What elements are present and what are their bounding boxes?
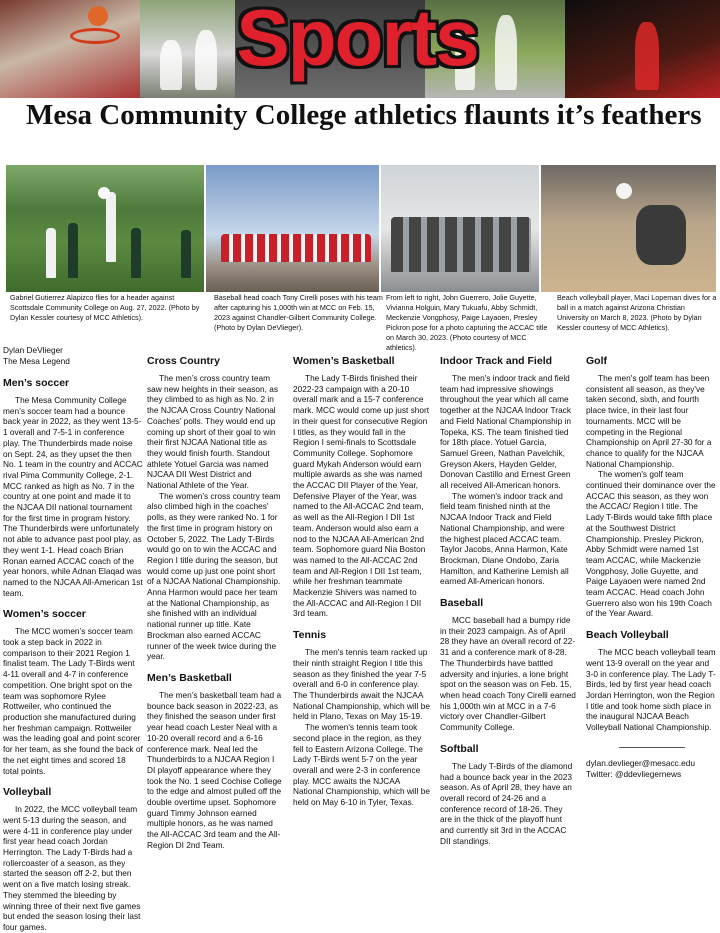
article-paragraph: The women's golf team continued their dominance over the ACCAC this season, as they won the ACCAC/ Region I title. The Lady T-Birds would take fifth place at the Southwest District Championship. Presley Pickron, Abby Schmidt were named 1st team ACCAC, while Mackenzie Vongphosy, Jolie Guyette, and Paige Layaoen were named 2nd team ACCAC. Head coach John Guerrero also won his 19th Coach of the Year Award. xyxy=(586,469,716,619)
article-paragraph: The women's tennis team took second place in the region, as they fell to Eastern Arizona College. The Lady T-Birds went 5-7 on the year overall and were 2-3 in conference play. MCC awaits the NJCAA National Championship, which will be held on May 6-10 in Tyler, Texas. xyxy=(293,722,430,808)
article-paragraph: The men's tennis team racked up their ninth straight Region I title this season as they finished the year 7-5 overall and 6-0 in conference play. The Thunderbirds await the NJCAA National Championship, which will be held in Plano, Texas on May 15-19. xyxy=(293,647,430,722)
article-column-4 xyxy=(440,345,576,846)
section-heading: Golf xyxy=(586,355,607,367)
section-heading: Volleyball xyxy=(3,786,52,799)
player-figure xyxy=(195,30,217,90)
basketball-hoop-icon xyxy=(70,28,120,44)
article-paragraph: The men’s basketball team had a bounce back season in 2022-23, as they finished the season under first year head coach Lester Neal with a 10-20 overall record and a 6-16 conference mark. Neal led the Thunderbirds to a NJCAA Region I DI playoff appearance where they took the No. 1 seed Cochise College to the edge and almost pulled off the double overtime upset. Sophomore guard Timmy Johnson earned multiple honors, as he was named the All-ACCAC 3rd team and the All-Region DI 2nd Team. xyxy=(147,689,282,850)
photo-baseball-team xyxy=(206,165,379,292)
banner-photo-soccer xyxy=(140,0,235,98)
soccer-ball-icon xyxy=(98,187,110,199)
byline-author: Dylan DeVlieger xyxy=(3,345,63,355)
article-paragraph: The Mesa Community College men’s soccer team had a bounce back year in 2022, as they went 13-5-1 overall and 7-5-1 in conference play. The Thunderbirds made noise on Sept. 24, as they upset the then No. 1 team in the country and ACCAC rival Pima Community College, 2-1. MCC ranked as high as No. 7 in the country at one point and made it to the NJCAA DII national tournament for the first time in program history. The Thunderbirds were unfortunately not able to advance past pool play, as they went 1-1. Head coach Brian Ronan earned ACCAC coach of the year honors, while Adnan Elaqad was named to the NJCAA All-American 1st team. xyxy=(3,395,143,598)
section-heading: Indoor Track and Field xyxy=(440,355,553,367)
article-paragraph: MCC baseball had a bumpy ride in their 2023 campaign. As of April 28 they have an overall record of 22-31 and a conference mark of 8-28. The Thunderbirds have battled adversity and injuries, a lone bright spot on the season was on Feb. 15, when head coach Tony Cirelli earned his 1,000th win at MCC in a 7-6 victory over Chandler-Gilbert Community College. xyxy=(440,615,576,733)
player-figure xyxy=(495,15,517,90)
photo-caption: Gabriel Gutierrez Alapizco flies for a header against Scottsdale Community College on Aug. 27, 2022. (Photo by Dylan Kessler courtesy of MCC Athletics). xyxy=(10,293,200,322)
section-heading: Women’s soccer xyxy=(3,608,86,621)
section-heading: Softball xyxy=(440,742,479,755)
section-heading: Men’s soccer xyxy=(3,377,70,389)
sports-banner xyxy=(0,0,720,98)
article-paragraph: The Lady T-Birds of the diamond had a bounce back year in the 2023 season. As of April 28, they have an overall record of 24-26 and a conference record of 18-26. They are in the thick of the playoff hunt and currently sit 3rd in the ACCAC DII standings. xyxy=(440,760,573,846)
article-paragraph: The MCC beach volleyball team went 13-9 overall on the year and 3-0 in conference play. The Lady T-Birds, led by first year head coach Jordan Herrington, won the Region I title and took home sixth place in the inaugural NJCAA Beach Volleyball National Championship. xyxy=(586,647,716,733)
section-heading: Baseball xyxy=(440,597,484,610)
article-column-1 xyxy=(3,345,143,933)
article-paragraph: The men's indoor track and field team had impressive showings throughout the year which all came together at the NJCAA Indoor Track and Field National Championship in Topeka, KS. The team finished tied for 18th place. Yotuel Garcia, Samuel Green, Nathan Pavelchik, Greyson Akers, Hayden Gelder, Donovan Castillo and Ernest Green all received All-American honors. xyxy=(440,373,571,491)
article-column-2 xyxy=(147,345,284,851)
article-paragraph: The men’s cross country team saw new heights in their season, as they climbed to as high as No. 2 in the NJCAA Cross Country National Coaches' polls. They would end up coming up short of their goal to win their first NJCAA National title as they would finish fourth. Standout athlete Yotuel Garcia was named NJCAA DII West District and National Athlete of the Year. xyxy=(147,373,278,491)
photo-golf-team xyxy=(381,165,539,292)
article-headline: Mesa Community College athletics flaunts it’s feathers xyxy=(26,99,702,131)
player-figure xyxy=(160,40,182,90)
section-heading: Tennis xyxy=(293,629,327,642)
byline-publication: The Mesa Legend xyxy=(3,356,70,366)
divider xyxy=(619,747,685,748)
basketball-icon xyxy=(88,6,108,26)
article-paragraph: The MCC women’s soccer team took a step back in 2022 in comparison to their 2021 Region 1 finalist team. The Lady T-Birds went 4-11 overall and 4-7 in conference competition. One bright spot on the team was sophomore Rylee Rottweiler, who continued the production she manufactured during her freshman campaign. Rottweiler was the leading goal and point scorer for her team, as she found the back of the net eight times and scored 18 total points. xyxy=(3,626,143,776)
volleyball-icon xyxy=(616,183,632,199)
article-paragraph: The Lady T-Birds finished their 2022-23 campaign with a 20-10 overall mark and a 15-7 conference mark. MCC would come up just short in their quest for consecutive Region I titles, as they would fall in the Region I semi-finals to Scottsdale Community College. Sophomore guard Mykah Anderson would earn multiple awards as she was named the ACCAC DII Player of the Year, Defensive Player of the Year, was named to the All-ACCAC 2nd team, as well as the All-Region I DII 1st team. Anderson would also earn a nod to the NJCAA All-American 2nd team. Sophomore guard Nia Boston was named to the All-ACCAC 2nd team and All-Region I DII 1st team, while her freshman teammate Mackenzie Shivers was named to the All-ACCAC and All-Region I DII 3rd team. xyxy=(293,373,430,619)
section-title: Sports xyxy=(236,0,478,82)
section-heading: Beach Volleyball xyxy=(586,629,669,642)
section-heading: Men’s Basketball xyxy=(147,671,232,684)
section-heading: Women’s Basketball xyxy=(293,355,395,367)
article-column-5 xyxy=(586,345,716,779)
article-paragraph: In 2022, the MCC volleyball team went 5-13 during the season, and were 4-11 in conference play under first year head coach Jordan Herrington. The Lady T-Birds had a rollercoaster of a season, as they started the season off 2-2, but then went on a five match losing streak. They stemmed the bleeding by winning three of their next five games but ended the season losing their last four games. xyxy=(3,804,141,932)
photo-caption: Beach volleyball player, Maci Lopeman dives for a ball in a match against Arizona Christian University on March 8, 2023. (Photo by Dylan Kessler courtesy of MCC Athletics). xyxy=(557,293,717,332)
author-twitter: Twitter: @ddevliegernews xyxy=(586,768,682,779)
player-figure xyxy=(635,22,659,90)
section-heading: Cross Country xyxy=(147,355,220,367)
banner-photo-basketball xyxy=(0,0,140,98)
author-email: dylan.devlieger@mesacc.edu xyxy=(586,757,695,768)
photo-caption: From left to right, John Guerrero, Jolie Guyette, Vivianna Holguin, Mary Tukuafu, Abby Schmidt, Meckenzie Vongphosy, Paige Layaoen, Presley Pickron pose for a photo capturing the ACCAC title on March 30, 2023. (Photo courtesy of MCC athletics). xyxy=(386,293,548,352)
article-paragraph: The women’s cross country team also climbed high in the coaches' polls, as they were ranked No. 1 for the first time in program history on October 5, 2022. The Lady T-Birds would go on to win the ACCAC and Region I title during the season, but would come up just one point short of a NJCAA National Championship. Anna Harmon would pace her team at the National Championship, as she finished with an individual national runner up title. Kate Brockman also earned ACCAC runner of the week twice during the year. xyxy=(147,490,281,662)
player-figure xyxy=(636,205,686,265)
banner-photo-tennis xyxy=(565,0,720,98)
photo-beach-volleyball xyxy=(541,165,716,292)
article-column-3 xyxy=(293,345,430,808)
photo-soccer-header xyxy=(6,165,204,292)
article-paragraph: The men's golf team has been consistent all season, as they've taken second, sixth, and fourth place twice, in their last four tournaments. MCC will be competing in the Regional Championship on April 27-30 for a chance to qualify for the NJCAA National Championship. xyxy=(586,373,712,469)
photo-caption: Baseball head coach Tony Cirelli poses with his team after capturing his 1,000th win at MCC on Feb. 15, 2023 against Chandler-Gilbert Community College. (Photo by Dylan DeVlieger). xyxy=(214,293,383,332)
article-paragraph: The women's indoor track and field team finished ninth at the NJCAA Indoor Track and Field National Championship, and were the highest placed ACCAC team. Taylor Jacobs, Anna Harmon, Kate Brockman, Diane Ondobo, Zaria Hamilton, and Katherine Lemish all earned All-American honors. xyxy=(440,490,569,587)
